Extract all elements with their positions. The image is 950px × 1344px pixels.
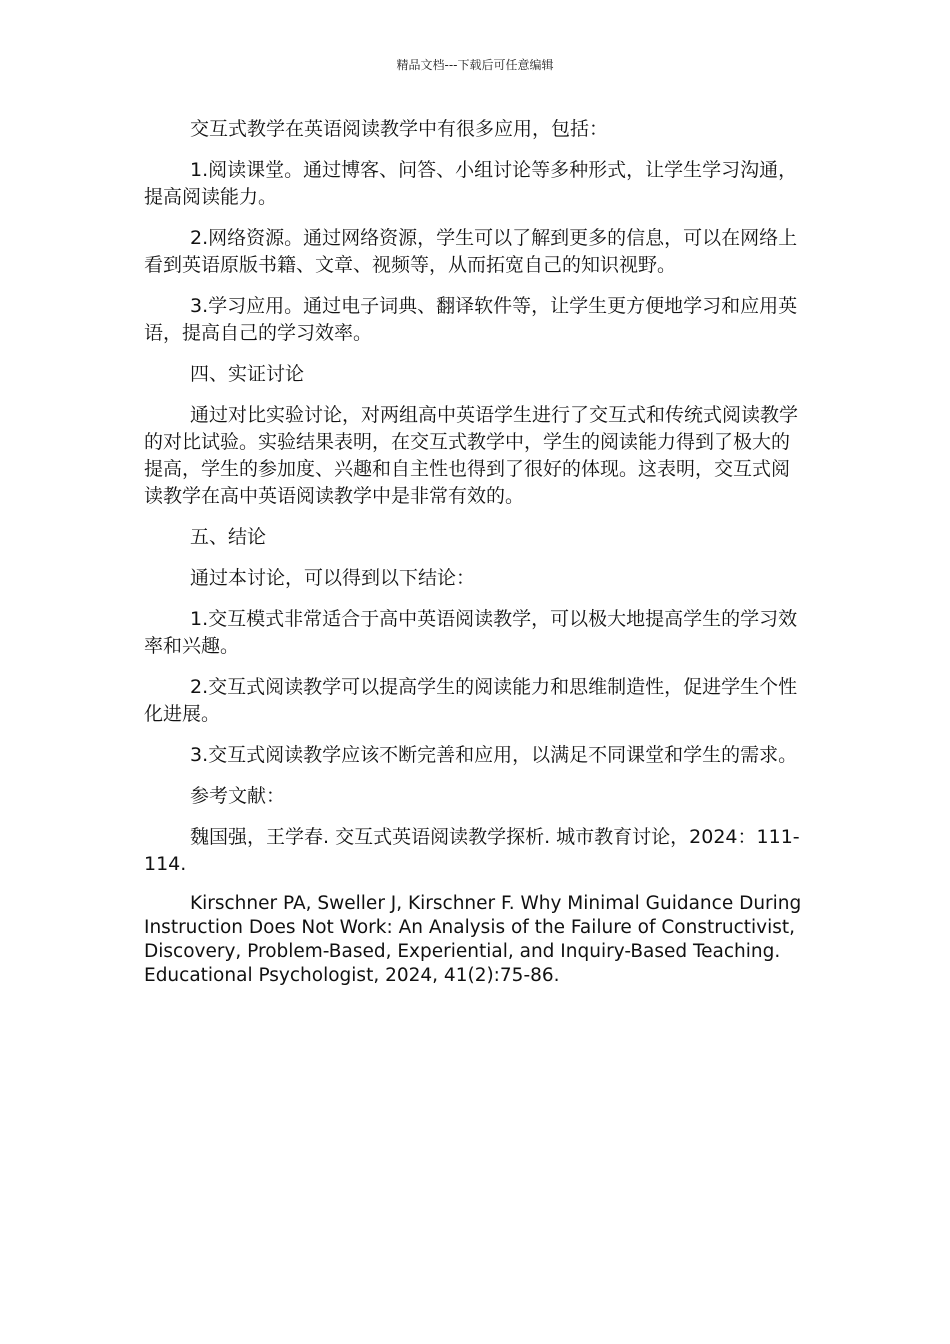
conclusion-item-3: 3.交互式阅读教学应该不断完善和应用，以满足不同课堂和学生的需求。 <box>190 744 798 766</box>
intro-paragraph: 交互式教学在英语阅读教学中有很多应用，包括： <box>190 118 609 140</box>
section-heading-conclusion: 五、结论 <box>190 526 267 548</box>
conclusion-intro: 通过本讨论，可以得到以下结论： <box>190 567 476 589</box>
conclusion-item-2: 2.交互式阅读教学可以提高学生的阅读能力和思维制造性，促进学生个性化进展。 <box>144 676 798 725</box>
page-header: 精品文档---下载后可任意编辑 <box>396 58 554 72</box>
list-item-reading-class: 1.阅读课堂。通过博客、问答、小组讨论等多种形式，让学生学习沟通，提高阅读能力。 <box>144 159 798 208</box>
list-item-learning-apps: 3.学习应用。通过电子词典、翻译软件等，让学生更方便地学习和应用英语，提高自己的学习效率。 <box>144 295 798 344</box>
empirical-paragraph: 通过对比实验讨论，对两组高中英语学生进行了交互式和传统式阅读教学的对比试验。实验结果表明，在交互式教学中，学生的阅读能力得到了极大的提高，学生的参加度、兴趣和自主性也得到了很好的体现。这表明，交互式阅读教学在高中英语阅读教学中是非常有效的。 <box>144 404 799 507</box>
reference-item-1: 魏国强，王学春. 交互式英语阅读教学探析. 城市教育讨论，2024：111-114. <box>144 826 800 875</box>
document-body <box>144 116 806 1002</box>
references-heading: 参考文献： <box>190 785 286 807</box>
section-heading-empirical: 四、实证讨论 <box>190 363 305 385</box>
reference-item-2: Kirschner PA, Sweller J, Kirschner F. Why Minimal Guidance During Instruction Does Not Work: An Analysis of the Failure of Constructivist, Discovery, Problem-Based, Experiential, and Inquiry-Based Teaching. Educational Psychologist, 2024, 41(2):75-86. <box>144 893 802 986</box>
list-item-network-resources: 2.网络资源。通过网络资源，学生可以了解到更多的信息，可以在网络上看到英语原版书籍、文章、视频等，从而拓宽自己的知识视野。 <box>144 227 798 276</box>
conclusion-item-1: 1.交互模式非常适合于高中英语阅读教学，可以极大地提高学生的学习效率和兴趣。 <box>144 608 798 657</box>
